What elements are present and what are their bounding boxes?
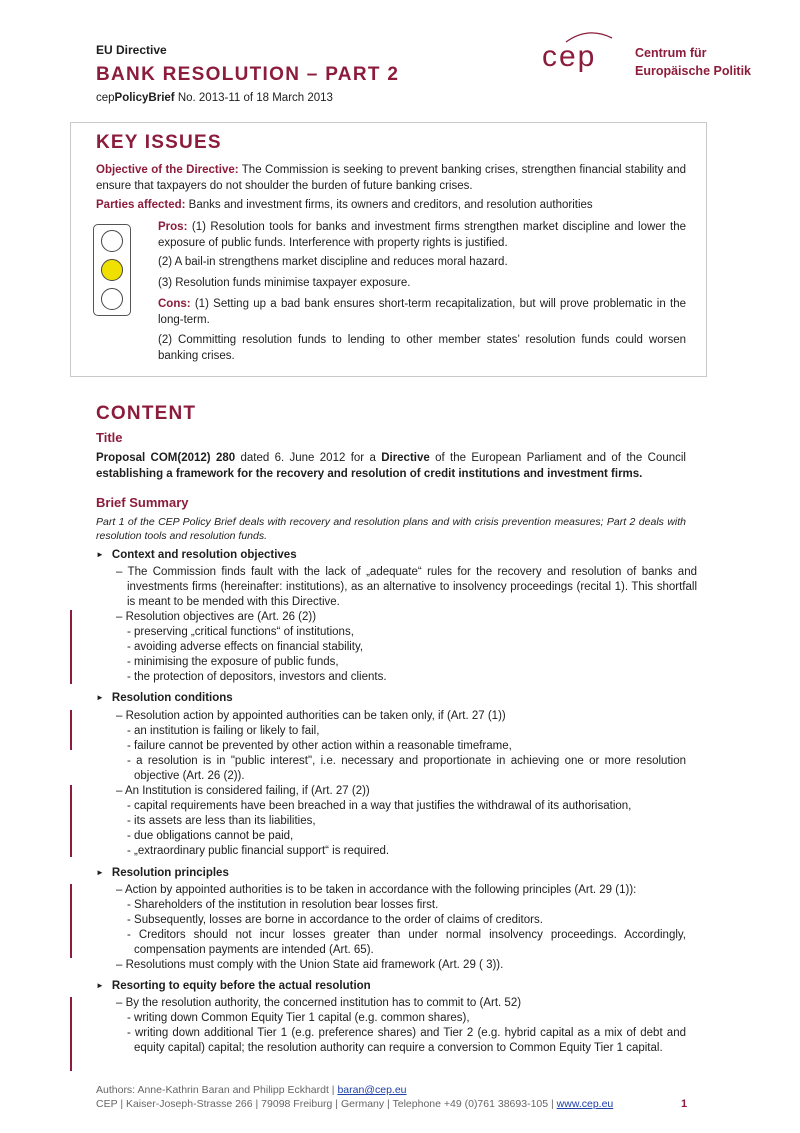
brief-number (96, 92, 333, 104)
list-item: – Resolutions must comply with the Union State aid framework (Art. 29 ( 3)). (116, 959, 504, 971)
author-email-link[interactable]: baran@cep.eu (337, 1084, 407, 1096)
proposal-text-1: dated 6. June 2012 for a (235, 452, 382, 464)
proposal-directive: Directive (381, 452, 430, 464)
cep-logo (538, 28, 628, 80)
list-item: - preserving „critical functions“ of institutions, (127, 626, 354, 638)
footer-address-text: CEP | Kaiser-Joseph-Strasse 266 | 79098 Freiburg | Germany | Telephone +49 (0)761 38693-105 | (96, 1098, 557, 1110)
list-item: - the protection of depositors, investors and clients. (127, 671, 387, 683)
proposal-number: Proposal COM(2012) 280 (96, 452, 236, 464)
list-item: – Resolution objectives are (Art. 26 (2)) (116, 611, 317, 623)
tier-item: - writing down additional Tier 1 (e.g. preference shares) and Tier 2 (e.g. hybrid capital as a mix of debt and equity capital) capital; the resolution authority can require a conversion to Common Equity Tier 1 capital. (127, 1027, 686, 1055)
margin-bar (70, 610, 72, 684)
proposal-framework: establishing a framework for the recovery and resolution of credit institutions and investment firms. (96, 467, 643, 480)
page-title: BANK RESOLUTION – PART 2 (96, 64, 400, 85)
list-item: – An Institution is considered failing, if (Art. 27 (2)) (116, 785, 370, 797)
objective-label: Objective of the Directive: (96, 164, 239, 176)
logo-name-line-1: Centrum für (635, 46, 707, 60)
parties-paragraph (96, 198, 686, 214)
margin-bar (70, 997, 72, 1071)
pros-2-paragraph: (2) A bail-in strengthens market discipline and reduces moral hazard. (158, 256, 508, 268)
website-link[interactable]: www.cep.eu (556, 1098, 614, 1110)
brief-summary-subheading: Brief Summary (96, 495, 189, 510)
list-item: - an institution is failing or likely to fail, (127, 725, 320, 737)
list-item: - Subsequently, losses are borne in accordance to the order of claims of creditors. (127, 914, 543, 926)
proposal-text-2: of the European Parliament and of the Council (429, 452, 686, 464)
section-heading: ► Resolution principles (96, 867, 229, 879)
list-item: - its assets are less than its liabilities, (127, 815, 316, 827)
section-heading: ► Resorting to equity before the actual resolution (96, 980, 371, 992)
footer-authors-text: Authors: Anne-Kathrin Baran and Philipp Eckhardt | (96, 1084, 338, 1096)
content-heading: CONTENT (96, 403, 197, 424)
pros-1-text: (1) Resolution tools for banks and investment firms strengthen market discipline and lower the exposure of public funds. Interference with property rights is justified. (158, 221, 686, 249)
list-item: - writing down Common Equity Tier 1 capital (e.g. common shares), (127, 1012, 470, 1024)
list-item: - failure cannot be prevented by other action within a reasonable timeframe, (127, 740, 512, 752)
title-subheading: Title (96, 430, 123, 445)
brief-bold: PolicyBrief (114, 92, 175, 104)
objective-text: The Commission is seeking to prevent banking crises, strengthen financial stability and ensure that taxpayers do not shoulder the burden of future banking crises. (96, 164, 686, 192)
list-item: - „extraordinary public financial support“ is required. (127, 845, 390, 857)
parties-label: Parties affected: (96, 199, 186, 211)
cons-1-text: (1) Setting up a bad bank ensures short-term recapitalization, but will prove problematic in the long-term. (158, 298, 686, 326)
traffic-light-icon (93, 224, 131, 316)
list-item: - minimising the exposure of public funds, (127, 656, 339, 668)
cons-2-paragraph: (2) Committing resolution funds to lending to other member states’ resolution funds could worsen banking crises. (158, 334, 686, 362)
traffic-light-yellow-icon (101, 259, 123, 281)
pros-label: Pros: (158, 221, 188, 233)
creditors-item: - Creditors should not incur losses greater than under normal insolvency proceedings. Accordingly, compensation payments are intended (Art. 65). (127, 929, 686, 957)
section-heading: ► Context and resolution objectives (96, 549, 297, 561)
list-item: - avoiding adverse effects on financial stability, (127, 641, 364, 653)
page-number: 1 (681, 1098, 688, 1110)
margin-bar (70, 884, 72, 958)
objective-paragraph (96, 163, 686, 194)
brief-prefix: cep (96, 92, 115, 104)
proposal-paragraph (96, 451, 686, 482)
public-interest-item: - a resolution is in "public interest", i.e. necessary and proportionate in achieving one or more resolution objective (Art. 26 (2)). (127, 755, 686, 783)
eu-directive-label: EU Directive (96, 43, 167, 57)
list-item: – Resolution action by appointed authorities can be taken only, if (Art. 27 (1)) (116, 710, 506, 722)
list-item: - Shareholders of the institution in resolution bear losses first. (127, 899, 439, 911)
pros-3-paragraph: (3) Resolution funds minimise taxpayer exposure. (158, 277, 411, 289)
summary-intro: Part 1 of the CEP Policy Brief deals with recovery and resolution plans and with crisis prevention measures; Part 2 deals with resolution tools and resolution funds. (96, 516, 686, 542)
footer-address (96, 1098, 613, 1110)
pros-1-paragraph (158, 220, 686, 251)
context-paragraph: – The Commission finds fault with the lack of „adequate“ rules for the recovery and resolution of banks and investments firms (hereinafter: institutions), as an alternative to insolvency proceedings (recital 1). This shortfall is meant to be mended with this Directive. (116, 566, 697, 609)
list-item: – By the resolution authority, the concerned institution has to commit to (Art. 52) (116, 997, 522, 1009)
list-item: - capital requirements have been breached in a way that justifies the withdrawal of its authorisation, (127, 800, 632, 812)
parties-text: Banks and investment firms, its owners and creditors, and resolution authorities (185, 199, 593, 211)
cons-label: Cons: (158, 298, 191, 310)
logo-name-line-2: Europäische Politik (635, 64, 752, 78)
section-heading: ► Resolution conditions (96, 692, 233, 704)
logo-name (635, 44, 751, 80)
list-item: – Action by appointed authorities is to be taken in accordance with the following principles (Art. 29 (1)): (116, 884, 637, 896)
footer-authors (96, 1084, 407, 1096)
margin-bar (70, 785, 72, 857)
logo-text: cep (542, 40, 597, 73)
brief-rest: No. 2013-11 of 18 March 2013 (174, 92, 333, 104)
cons-1-paragraph (158, 297, 686, 328)
traffic-light-bottom-icon (101, 288, 123, 310)
key-issues-heading: KEY ISSUES (96, 132, 222, 153)
traffic-light-top-icon (101, 230, 123, 252)
list-item: - due obligations cannot be paid, (127, 830, 294, 842)
margin-bar (70, 710, 72, 750)
